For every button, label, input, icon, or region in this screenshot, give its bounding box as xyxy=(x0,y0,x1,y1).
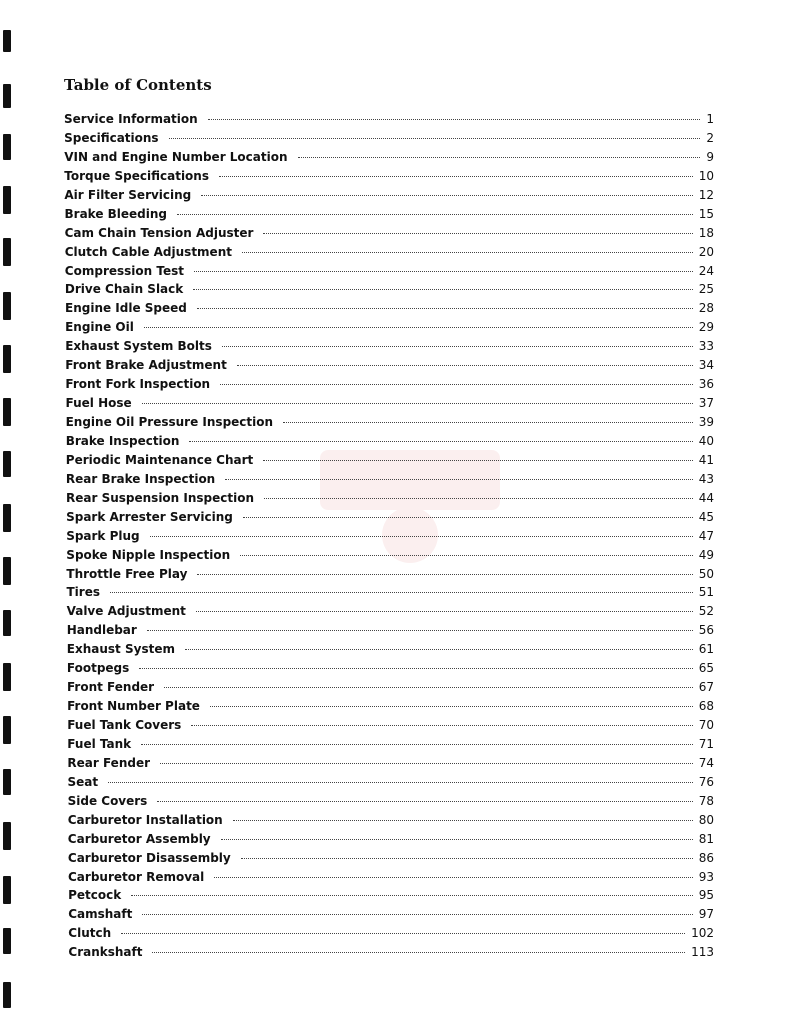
toc-entry[interactable] xyxy=(64,148,714,167)
toc-entry[interactable] xyxy=(68,868,714,887)
table-of-contents xyxy=(64,110,714,962)
toc-entry-page: 93 xyxy=(698,869,714,884)
dot-leader xyxy=(193,289,692,290)
toc-entry-title: Handlebar xyxy=(66,623,137,638)
toc-entry-title: Clutch Cable Adjustment xyxy=(64,244,232,259)
toc-entry-page: 33 xyxy=(698,339,714,354)
dot-leader xyxy=(219,176,693,177)
toc-entry-title: Engine Oil Pressure Inspection xyxy=(65,415,274,429)
toc-entry[interactable] xyxy=(65,224,714,243)
toc-entry-page: 44 xyxy=(698,490,714,505)
dot-leader xyxy=(142,914,692,915)
toc-entry[interactable] xyxy=(65,375,714,394)
dot-leader xyxy=(201,195,692,196)
dot-leader xyxy=(243,517,693,518)
toc-entry-page: 95 xyxy=(698,888,714,903)
toc-entry[interactable] xyxy=(66,470,714,489)
toc-entry[interactable] xyxy=(66,451,714,470)
toc-entry-page: 80 xyxy=(698,812,714,827)
toc-entry[interactable] xyxy=(68,886,714,905)
dot-leader xyxy=(177,214,693,215)
dot-leader xyxy=(191,725,692,726)
toc-entry[interactable] xyxy=(68,830,714,849)
toc-entry-title: VIN and Engine Number Location xyxy=(64,149,288,164)
toc-entry[interactable] xyxy=(67,659,714,678)
toc-entry[interactable] xyxy=(66,527,714,546)
toc-entry-title: Valve Adjustment xyxy=(66,604,186,619)
toc-entry[interactable] xyxy=(64,129,714,148)
toc-entry-title: Front Brake Adjustment xyxy=(65,358,227,373)
toc-entry-title: Brake Bleeding xyxy=(64,206,168,221)
toc-entry[interactable] xyxy=(67,602,714,621)
toc-entry-title: Front Fork Inspection xyxy=(65,377,211,392)
dot-leader xyxy=(108,782,693,783)
toc-entry-title: Fuel Tank Covers xyxy=(67,718,182,732)
toc-entry-title: Throttle Free Play xyxy=(66,566,188,581)
dot-leader xyxy=(220,384,693,385)
dot-leader xyxy=(283,422,693,423)
toc-entry-title: Carburetor Removal xyxy=(68,869,205,884)
toc-entry-page: 9 xyxy=(706,149,714,164)
dot-leader xyxy=(242,252,693,253)
toc-entry-title: Fuel Tank xyxy=(67,736,132,751)
toc-entry[interactable] xyxy=(64,110,714,129)
toc-entry-page: 52 xyxy=(698,604,714,619)
toc-entry[interactable] xyxy=(64,186,714,205)
toc-entry-page: 102 xyxy=(691,926,714,941)
toc-entry-page: 81 xyxy=(698,831,714,846)
dot-leader xyxy=(214,877,692,878)
toc-entry-page: 71 xyxy=(698,736,714,751)
dot-leader xyxy=(144,327,693,328)
binding-mark xyxy=(3,398,11,426)
toc-entry-title: Clutch xyxy=(68,926,112,941)
toc-entry[interactable] xyxy=(68,943,714,962)
binding-mark xyxy=(3,345,11,373)
binding-mark xyxy=(3,84,11,108)
toc-entry-title: Engine Oil xyxy=(65,320,134,335)
toc-entry[interactable] xyxy=(66,565,714,584)
dot-leader xyxy=(233,820,693,821)
toc-entry-title: Carburetor Disassembly xyxy=(67,850,231,865)
dot-leader xyxy=(210,706,693,707)
binding-mark xyxy=(3,928,11,954)
dot-leader xyxy=(121,933,685,934)
toc-entry-page: 65 xyxy=(698,661,714,676)
toc-entry-title: Cam Chain Tension Adjuster xyxy=(64,225,254,240)
dot-leader xyxy=(139,668,692,669)
toc-entry[interactable] xyxy=(66,413,714,432)
dot-leader xyxy=(157,801,692,802)
toc-entry-title: Spark Arrester Servicing xyxy=(66,509,233,524)
dot-leader xyxy=(142,403,693,404)
toc-entry-page: 47 xyxy=(698,528,714,543)
toc-entry-title: Compression Test xyxy=(64,263,184,278)
toc-entry-title: Service Information xyxy=(64,112,198,126)
toc-entry-page: 40 xyxy=(698,433,714,448)
toc-entry-title: Carburetor Assembly xyxy=(67,831,211,846)
dot-leader xyxy=(263,233,692,234)
toc-entry-page: 45 xyxy=(698,509,714,524)
dot-leader xyxy=(196,611,693,612)
toc-entry[interactable] xyxy=(67,697,714,716)
toc-entry-title: Brake Inspection xyxy=(65,433,180,448)
toc-entry-title: Seat xyxy=(67,774,99,789)
binding-mark xyxy=(3,610,11,636)
toc-entry-title: Crankshaft xyxy=(68,945,143,960)
toc-entry-title: Petcock xyxy=(68,888,122,903)
toc-entry-page: 25 xyxy=(698,282,714,297)
toc-entry[interactable] xyxy=(66,432,714,451)
toc-entry-page: 97 xyxy=(698,907,714,922)
dot-leader xyxy=(241,858,693,859)
toc-entry-page: 67 xyxy=(698,680,714,695)
toc-entry[interactable] xyxy=(65,243,714,262)
toc-entry-page: 29 xyxy=(698,320,714,335)
toc-entry-page: 78 xyxy=(698,793,714,808)
toc-entry-page: 86 xyxy=(698,850,714,865)
binding-mark xyxy=(3,716,11,744)
toc-entry[interactable] xyxy=(67,754,714,773)
toc-entry-page: 113 xyxy=(691,945,714,960)
toc-entry-page: 10 xyxy=(698,168,714,183)
toc-entry-title: Rear Suspension Inspection xyxy=(66,490,255,505)
toc-entry-page: 56 xyxy=(698,623,714,638)
dot-leader xyxy=(222,346,693,347)
toc-entry-page: 41 xyxy=(698,452,714,467)
toc-entry-page: 24 xyxy=(698,263,714,278)
toc-entry[interactable] xyxy=(66,508,714,527)
toc-entry-page: 2 xyxy=(706,130,714,145)
dot-leader xyxy=(152,952,685,953)
binding-mark xyxy=(3,504,11,532)
toc-entry[interactable] xyxy=(67,735,714,754)
dot-leader xyxy=(189,441,692,442)
toc-entry[interactable] xyxy=(64,167,714,186)
dot-leader xyxy=(131,895,693,896)
binding-mark xyxy=(3,557,11,585)
toc-entry-title: Carburetor Installation xyxy=(67,812,223,827)
dot-leader xyxy=(164,687,693,688)
toc-entry[interactable] xyxy=(68,792,714,811)
dot-leader xyxy=(263,460,692,461)
binding-mark xyxy=(3,663,11,691)
dot-leader xyxy=(197,574,692,575)
toc-entry-title: Side Covers xyxy=(67,793,148,808)
toc-entry-title: Exhaust System xyxy=(66,642,175,657)
dot-leader xyxy=(197,308,693,309)
toc-entry-page: 12 xyxy=(698,187,714,202)
toc-entry-title: Specifications xyxy=(64,130,159,145)
binding-mark xyxy=(3,769,11,795)
toc-entry-page: 28 xyxy=(698,301,714,316)
toc-entry[interactable] xyxy=(67,583,715,602)
toc-entry-title: Front Fender xyxy=(67,680,155,695)
toc-entry-title: Spoke Nipple Inspection xyxy=(66,547,231,562)
toc-entry-page: 68 xyxy=(698,699,714,714)
binding-marks xyxy=(0,0,20,1035)
toc-entry-page: 37 xyxy=(698,396,714,411)
dot-leader xyxy=(225,479,692,480)
dot-leader xyxy=(298,157,701,158)
toc-entry-title: Rear Fender xyxy=(67,755,151,770)
toc-entry-title: Tires xyxy=(66,585,100,600)
toc-entry[interactable] xyxy=(67,678,714,697)
toc-entry-page: 20 xyxy=(698,244,714,259)
toc-entry[interactable] xyxy=(67,621,714,640)
toc-entry-title: Exhaust System Bolts xyxy=(65,339,212,354)
toc-entry-page: 39 xyxy=(698,415,714,429)
toc-entry[interactable] xyxy=(65,299,714,318)
toc-entry-title: Camshaft xyxy=(68,907,133,922)
toc-entry[interactable] xyxy=(66,489,714,508)
binding-mark xyxy=(3,822,11,850)
toc-entry-title: Periodic Maintenance Chart xyxy=(65,452,254,467)
dot-leader xyxy=(194,271,693,272)
dot-leader xyxy=(141,744,693,745)
toc-entry[interactable] xyxy=(68,849,714,868)
toc-entry[interactable] xyxy=(65,337,714,356)
toc-entry[interactable] xyxy=(68,924,714,943)
dot-leader xyxy=(208,119,701,120)
toc-entry-page: 36 xyxy=(698,377,714,392)
binding-mark xyxy=(3,134,11,160)
toc-entry[interactable] xyxy=(68,773,715,792)
toc-entry-title: Drive Chain Slack xyxy=(64,282,184,297)
toc-entry-title: Fuel Hose xyxy=(65,396,132,411)
toc-entry[interactable] xyxy=(65,318,714,337)
toc-entry-page: 1 xyxy=(706,112,714,126)
toc-entry-title: Rear Brake Inspection xyxy=(65,471,216,486)
dot-leader xyxy=(240,555,693,556)
binding-mark xyxy=(3,238,11,266)
toc-entry-title: Torque Specifications xyxy=(64,168,209,183)
toc-entry[interactable] xyxy=(65,262,714,281)
toc-entry-title: Engine Idle Speed xyxy=(65,301,187,316)
toc-entry[interactable] xyxy=(65,356,714,375)
toc-entry-title: Spark Plug xyxy=(66,528,140,543)
toc-entry[interactable] xyxy=(66,394,715,413)
dot-leader xyxy=(237,365,693,366)
toc-entry-page: 43 xyxy=(698,471,714,486)
toc-entry[interactable] xyxy=(67,640,714,659)
toc-entry[interactable] xyxy=(68,811,714,830)
dot-leader xyxy=(169,138,701,139)
toc-entry[interactable] xyxy=(65,205,715,224)
toc-entry-page: 76 xyxy=(698,774,714,789)
dot-leader xyxy=(110,592,693,593)
dot-leader xyxy=(150,536,693,537)
dot-leader xyxy=(147,630,693,631)
toc-entry-page: 49 xyxy=(698,547,714,562)
binding-mark xyxy=(3,30,11,52)
binding-mark xyxy=(3,451,11,477)
toc-entry-page: 74 xyxy=(698,755,714,770)
toc-entry-page: 18 xyxy=(698,225,714,240)
binding-mark xyxy=(3,186,11,214)
binding-mark xyxy=(3,982,11,1008)
toc-entry[interactable] xyxy=(68,905,714,924)
toc-entry-page: 70 xyxy=(698,718,714,732)
toc-entry-title: Footpegs xyxy=(66,661,130,676)
toc-entry[interactable] xyxy=(66,546,714,565)
dot-leader xyxy=(221,839,693,840)
toc-entry-title: Air Filter Servicing xyxy=(64,187,192,202)
dot-leader xyxy=(264,498,693,499)
dot-leader xyxy=(160,763,693,764)
toc-entry-page: 50 xyxy=(698,566,714,581)
toc-entry-title: Front Number Plate xyxy=(67,699,200,714)
binding-mark xyxy=(3,876,11,904)
toc-entry-page: 61 xyxy=(698,642,714,657)
binding-mark xyxy=(3,292,11,320)
toc-entry-page: 34 xyxy=(698,358,714,373)
page-title: Table of Contents xyxy=(64,76,212,94)
toc-entry[interactable] xyxy=(65,280,714,299)
toc-entry[interactable] xyxy=(67,716,714,735)
toc-entry-page: 51 xyxy=(698,585,714,600)
toc-entry-page: 15 xyxy=(698,206,714,221)
dot-leader xyxy=(185,649,693,650)
